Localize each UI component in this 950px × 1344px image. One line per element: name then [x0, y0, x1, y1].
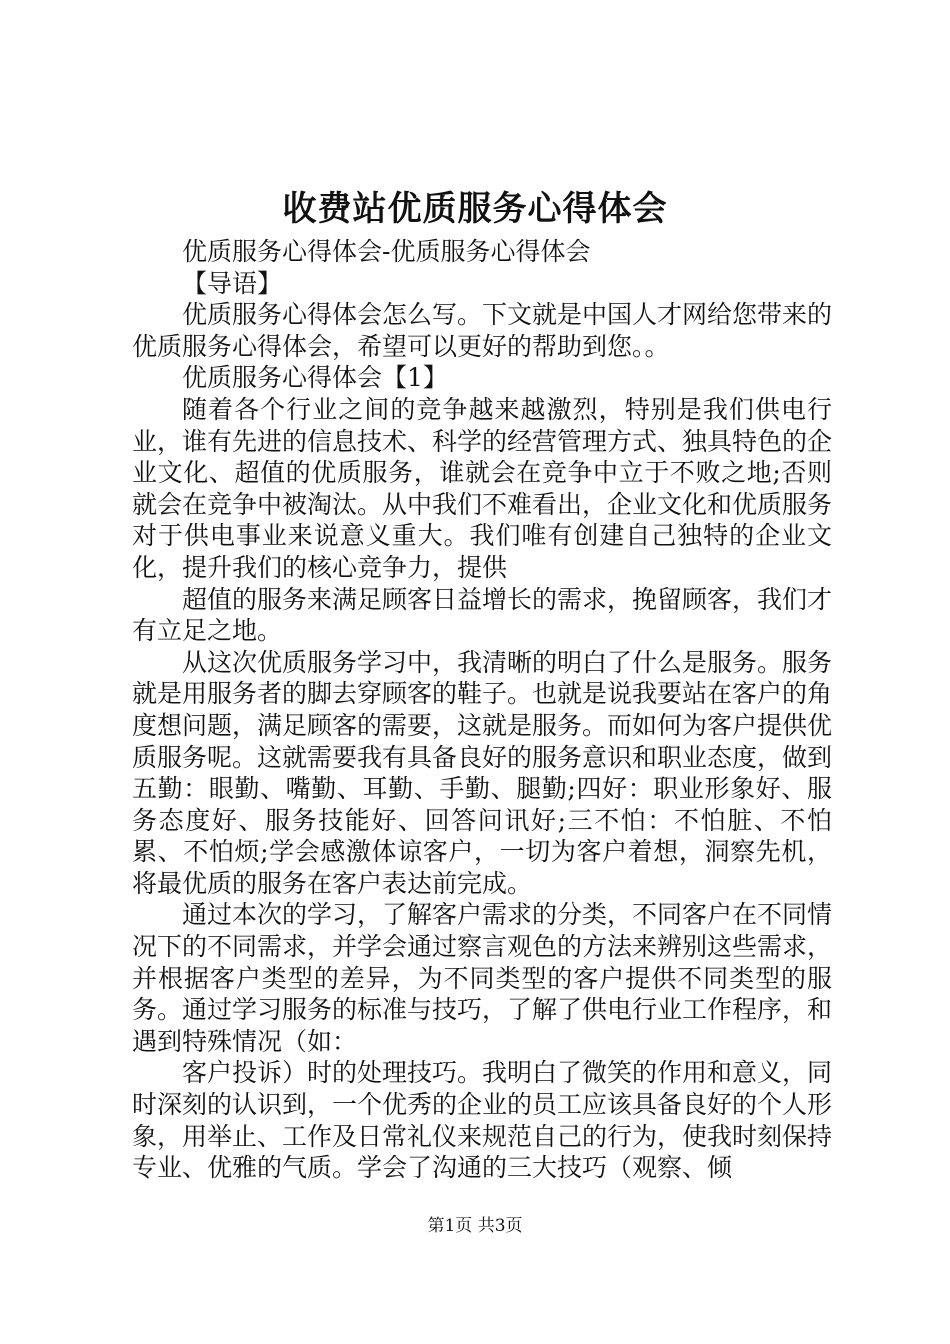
- document-title: 收费站优质服务心得体会: [282, 189, 668, 229]
- body-paragraph: 超值的服务来满足顾客日益增长的需求，挽留顾客，我们才有立足之地。: [132, 584, 833, 646]
- document-body: [132, 236, 832, 1184]
- section-heading: 优质服务心得体会【1】: [182, 363, 448, 393]
- body-paragraph: 客户投诉）时的处理技巧。我明白了微笑的作用和意义，同时深刻的认识到，一个优秀的企业的员工应该具备良好的个人形象，用举止、工作及日常礼仪来规范自己的行为，使我时刻保持专业、优雅的气质。学会了沟通的三大技巧（观察、倾: [132, 1058, 833, 1183]
- body-paragraph: 随着各个行业之间的竞争越来越激烈，特别是我们供电行业，谁有先进的信息技术、科学的经营管理方式、独具特色的企业文化、超值的优质服务，谁就会在竞争中立于不败之地;否则就会在竞争中被淘汰。从中我们不难看出，企业文化和优质服务对于供电事业来说意义重大。我们唯有创建自己独特的企业文化，提升我们的核心竞争力，提供: [132, 394, 833, 582]
- body-paragraph: 从这次优质服务学习中，我清晰的明白了什么是服务。服务就是用服务者的脚去穿顾客的鞋子。也就是说我要站在客户的角度想问题，满足顾客的需要，这就是服务。而如何为客户提供优质服务呢。这就需要我有具备良好的服务意识和职业态度，做到五勤：眼勤、嘴勤、耳勤、手勤、腿勤;四好：职业形象好、服务态度好、服务技能好、回答问讯好;三不怕：不怕脏、不怕累、不怕烦;学会感激体谅客户，一切为客户着想，洞察先机，将最优质的服务在客户表达前完成。: [132, 647, 833, 898]
- subtitle-paragraph: 优质服务心得体会-优质服务心得体会: [182, 237, 591, 266]
- intro-paragraph: 优质服务心得体会怎么写。下文就是中国人才网给您带来的优质服务心得体会，希望可以更好的帮助到您。。: [132, 300, 833, 361]
- page-indicator: 第1页 共3页: [427, 1216, 523, 1236]
- intro-heading: 【导语】: [182, 268, 283, 298]
- body-paragraph: 通过本次的学习，了解客户需求的分类，不同客户在不同情况下的不同需求，并学会通过察言观色的方法来辨别这些需求，并根据客户类型的差异，为不同类型的客户提供不同类型的服务。通过学习服务的标准与技巧，了解了供电行业工作程序，和遇到特殊情况（如：: [132, 900, 833, 1056]
